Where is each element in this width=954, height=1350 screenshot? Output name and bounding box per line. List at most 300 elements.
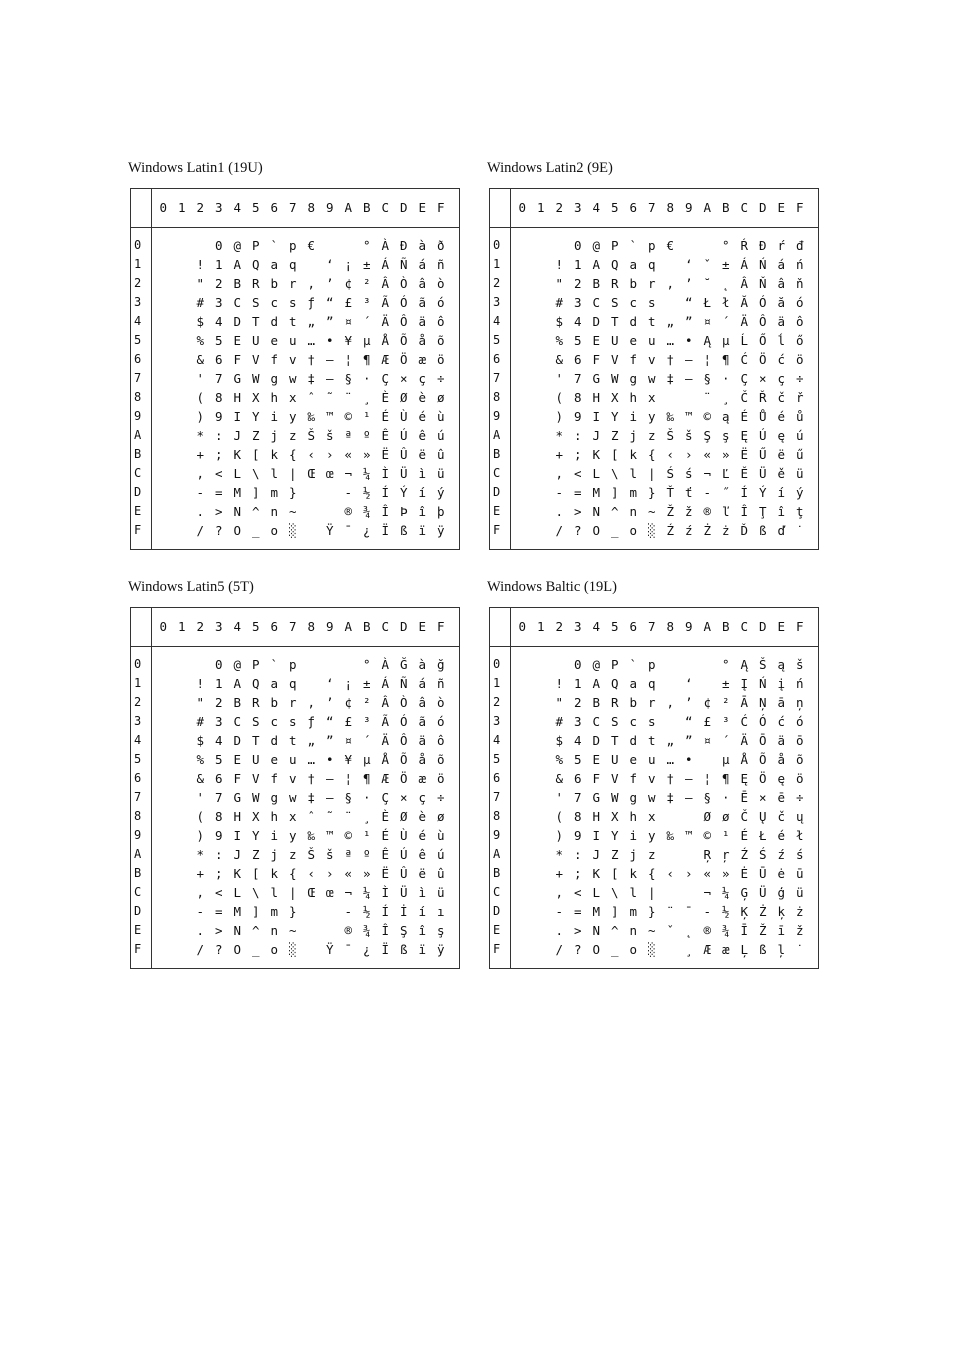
char-cell: Ë <box>381 865 390 881</box>
char-cell: 1 <box>214 675 223 691</box>
row-label: 0 <box>493 656 501 671</box>
char-cell: ï <box>418 941 427 957</box>
char-cell: @ <box>592 237 601 253</box>
char-cell: Ą <box>703 332 712 348</box>
char-cell: O <box>592 941 601 957</box>
char-cell: Ô <box>399 732 408 748</box>
char-cell: V <box>610 770 619 786</box>
char-cell: Ó <box>399 294 408 310</box>
char-cell: * <box>555 427 564 443</box>
char-cell: 9 <box>214 408 223 424</box>
char-cell: , <box>555 465 564 481</box>
char-cell: Ü <box>399 884 408 900</box>
char-cell: ‰ <box>307 827 316 843</box>
char-cell: n <box>629 922 638 938</box>
char-cell: “ <box>684 713 693 729</box>
char-cell: e <box>629 751 638 767</box>
char-cell: 0 <box>573 237 582 253</box>
char-cell: ß <box>399 522 408 538</box>
char-cell: g <box>629 370 638 386</box>
char-cell: D <box>592 732 601 748</box>
char-cell: å <box>777 751 786 767</box>
char-cell: ó <box>436 713 445 729</box>
char-cell: » <box>362 865 371 881</box>
row-label: 3 <box>134 294 142 309</box>
char-cell: í <box>418 484 427 500</box>
char-cell: ì <box>418 884 427 900</box>
char-cell: • <box>684 332 693 348</box>
char-cell: W <box>251 370 260 386</box>
char-cell: h <box>270 389 279 405</box>
char-cell: ü <box>436 465 445 481</box>
char-cell: # <box>196 713 205 729</box>
char-cell: “ <box>325 713 334 729</box>
char-cell: ü <box>436 884 445 900</box>
char-cell: M <box>233 903 242 919</box>
row-label: 0 <box>134 656 142 671</box>
char-cell: 6 <box>573 770 582 786</box>
column-header: 4 <box>233 619 242 634</box>
char-cell: , <box>196 465 205 481</box>
char-cell: w <box>647 789 656 805</box>
char-cell: † <box>307 770 316 786</box>
char-cell: [ <box>251 865 260 881</box>
char-cell: Í <box>381 903 390 919</box>
char-cell: ` <box>629 237 638 253</box>
char-cell: É <box>381 408 390 424</box>
char-cell: £ <box>703 713 712 729</box>
char-cell: < <box>573 884 582 900</box>
char-cell: ŕ <box>777 237 786 253</box>
char-cell: ü <box>795 884 804 900</box>
char-cell: | <box>647 884 656 900</box>
char-cell: ½ <box>721 903 730 919</box>
char-cell: Œ <box>307 884 316 900</box>
char-cell: É <box>740 408 749 424</box>
char-cell: J <box>592 846 601 862</box>
char-cell: ß <box>758 522 767 538</box>
row-label: 0 <box>134 237 142 252</box>
char-cell: ù <box>436 827 445 843</box>
char-cell: ļ <box>777 941 786 957</box>
char-cell: » <box>362 446 371 462</box>
char-cell: * <box>555 846 564 862</box>
column-header: 1 <box>536 200 545 215</box>
char-cell: Î <box>740 503 749 519</box>
char-cell: v <box>288 770 297 786</box>
char-cell: ‚ <box>307 275 316 291</box>
char-cell: h <box>629 808 638 824</box>
char-cell: ; <box>214 446 223 462</box>
char-cell: - <box>344 484 353 500</box>
char-cell: Ö <box>758 770 767 786</box>
char-cell: ż <box>721 522 730 538</box>
char-cell: µ <box>362 751 371 767</box>
char-cell: ¹ <box>362 408 371 424</box>
char-cell: † <box>666 351 675 367</box>
char-cell: d <box>270 313 279 329</box>
char-cell: X <box>610 389 619 405</box>
char-cell: 4 <box>214 732 223 748</box>
char-cell: ¯ <box>344 522 353 538</box>
row-label: 4 <box>493 313 501 328</box>
char-cell: 3 <box>573 713 582 729</box>
char-cell: ž <box>795 922 804 938</box>
row-label: F <box>493 941 501 956</box>
char-cell: ô <box>795 313 804 329</box>
char-cell: ; <box>214 865 223 881</box>
column-header: 9 <box>325 200 334 215</box>
char-cell: à <box>418 656 427 672</box>
char-cell: & <box>555 770 564 786</box>
char-cell: j <box>270 846 279 862</box>
char-cell: Ś <box>758 846 767 862</box>
char-cell: ï <box>418 522 427 538</box>
char-cell: £ <box>344 294 353 310</box>
char-cell: Ê <box>381 846 390 862</box>
char-cell: ^ <box>251 922 260 938</box>
char-cell: Ô <box>399 313 408 329</box>
char-cell: b <box>629 694 638 710</box>
char-cell: ň <box>795 275 804 291</box>
char-cell: Ē <box>740 789 749 805</box>
char-cell: î <box>418 503 427 519</box>
char-cell: Ç <box>381 789 390 805</box>
char-cell: ņ <box>795 694 804 710</box>
row-label: D <box>134 484 142 499</box>
char-cell: Ā <box>740 694 749 710</box>
char-cell: â <box>777 275 786 291</box>
char-cell: k <box>270 865 279 881</box>
char-cell: ¤ <box>344 313 353 329</box>
char-cell: ‚ <box>666 694 675 710</box>
char-cell: B <box>233 694 242 710</box>
char-cell: ‹ <box>666 865 675 881</box>
char-cell: ß <box>399 941 408 957</box>
column-header: 0 <box>518 619 527 634</box>
char-cell: ¦ <box>703 770 712 786</box>
char-cell: 5 <box>214 751 223 767</box>
char-cell: é <box>418 408 427 424</box>
char-cell: U <box>251 751 260 767</box>
char-cell: j <box>629 846 638 862</box>
char-cell: J <box>233 427 242 443</box>
char-cell: c <box>270 713 279 729</box>
char-cell: ī <box>777 922 786 938</box>
char-cell: ~ <box>647 503 656 519</box>
char-cell: \ <box>251 465 260 481</box>
column-header: 8 <box>307 619 316 634</box>
char-cell: § <box>344 370 353 386</box>
char-cell: ö <box>795 351 804 367</box>
char-cell: • <box>325 751 334 767</box>
char-cell: u <box>288 332 297 348</box>
char-cell: ™ <box>684 408 693 424</box>
char-cell: " <box>196 694 205 710</box>
char-cell: í <box>418 903 427 919</box>
char-cell: V <box>610 351 619 367</box>
char-cell: P <box>610 656 619 672</box>
char-cell: ” <box>325 732 334 748</box>
char-cell: ' <box>196 370 205 386</box>
char-cell: U <box>251 332 260 348</box>
char-cell: d <box>629 313 638 329</box>
char-cell: i <box>270 408 279 424</box>
char-cell: Å <box>381 751 390 767</box>
char-cell: ' <box>555 789 564 805</box>
row-label: F <box>134 941 142 956</box>
char-cell: E <box>233 332 242 348</box>
char-cell: ¾ <box>362 503 371 519</box>
char-cell: t <box>288 732 297 748</box>
char-cell: ń <box>795 256 804 272</box>
char-cell: Ý <box>399 484 408 500</box>
row-label: 7 <box>493 370 501 385</box>
char-cell: ă <box>777 294 786 310</box>
char-cell: { <box>647 865 656 881</box>
char-cell: ą <box>777 656 786 672</box>
char-cell: v <box>647 770 656 786</box>
char-cell: ¥ <box>344 332 353 348</box>
char-cell: ) <box>555 827 564 843</box>
char-cell: Ć <box>740 713 749 729</box>
char-cell: ~ <box>288 503 297 519</box>
char-cell: ^ <box>610 922 619 938</box>
char-cell: ª <box>344 846 353 862</box>
char-cell: \ <box>610 465 619 481</box>
char-cell: " <box>555 275 564 291</box>
char-cell: Ó <box>399 713 408 729</box>
row-label: F <box>134 522 142 537</box>
char-cell: ® <box>703 922 712 938</box>
char-cell: " <box>555 694 564 710</box>
char-cell: Ę <box>740 427 749 443</box>
char-cell: ½ <box>362 484 371 500</box>
char-cell: ¨ <box>666 903 675 919</box>
char-cell: L <box>233 884 242 900</box>
char-cell: ‘ <box>325 675 334 691</box>
char-cell: û <box>436 865 445 881</box>
char-cell: j <box>270 427 279 443</box>
char-cell: ć <box>777 713 786 729</box>
char-cell: 2 <box>214 275 223 291</box>
char-cell: ± <box>362 675 371 691</box>
char-cell: Á <box>740 256 749 272</box>
char-cell: č <box>777 389 786 405</box>
char-cell: ? <box>573 522 582 538</box>
char-cell: . <box>196 503 205 519</box>
char-cell: è <box>418 389 427 405</box>
char-cell: Š <box>666 427 675 443</box>
char-cell: ÿ <box>436 522 445 538</box>
char-cell: = <box>573 484 582 500</box>
row-label: 7 <box>134 370 142 385</box>
table-divider-vertical <box>151 189 152 549</box>
table-divider-horizontal <box>131 227 459 228</box>
char-cell: ± <box>362 256 371 272</box>
char-cell: Ň <box>758 275 767 291</box>
char-cell: Z <box>251 846 260 862</box>
char-cell: Û <box>399 446 408 462</box>
char-cell: t <box>647 732 656 748</box>
char-cell: ˛ <box>684 922 693 938</box>
char-cell: Ð <box>399 237 408 253</box>
char-cell: V <box>251 351 260 367</box>
char-cell: ░ <box>647 522 656 538</box>
char-cell: a <box>629 256 638 272</box>
char-cell: m <box>629 903 638 919</box>
char-cell: Ê <box>381 427 390 443</box>
column-header: 7 <box>288 619 297 634</box>
char-cell: [ <box>251 446 260 462</box>
char-cell: ( <box>555 389 564 405</box>
char-cell: 7 <box>573 789 582 805</box>
char-cell: N <box>233 922 242 938</box>
char-cell: G <box>233 789 242 805</box>
char-cell: Ç <box>381 370 390 386</box>
char-cell: Ő <box>758 332 767 348</box>
char-cell: ä <box>418 732 427 748</box>
char-cell: 6 <box>573 351 582 367</box>
char-cell: † <box>307 351 316 367</box>
char-cell: o <box>270 522 279 538</box>
char-cell: Ç <box>740 370 749 386</box>
column-header: 8 <box>666 200 675 215</box>
char-cell: ř <box>795 389 804 405</box>
row-label: B <box>493 446 501 461</box>
char-cell: % <box>196 332 205 348</box>
column-header: 1 <box>177 619 186 634</box>
char-cell: ľ <box>721 503 730 519</box>
char-cell: Õ <box>399 751 408 767</box>
char-cell: ã <box>418 294 427 310</box>
char-cell: 2 <box>573 694 582 710</box>
char-cell: ĺ <box>777 332 786 348</box>
char-cell: G <box>233 370 242 386</box>
char-cell: ÷ <box>795 370 804 386</box>
char-cell: ¼ <box>362 465 371 481</box>
char-cell: Á <box>381 256 390 272</box>
row-label: 6 <box>493 770 501 785</box>
column-header: 5 <box>610 619 619 634</box>
char-cell: ‡ <box>666 789 675 805</box>
char-cell: „ <box>307 732 316 748</box>
char-cell: + <box>555 446 564 462</box>
row-label: 3 <box>493 713 501 728</box>
char-cell: Ł <box>703 294 712 310</box>
row-label: 8 <box>134 808 142 823</box>
char-cell: 6 <box>214 351 223 367</box>
column-header: 5 <box>251 200 260 215</box>
char-cell: I <box>233 408 242 424</box>
char-cell: : <box>573 427 582 443</box>
char-cell: 1 <box>214 256 223 272</box>
column-header: C <box>381 619 390 634</box>
row-label: C <box>493 884 501 899</box>
column-header: 2 <box>555 200 564 215</box>
char-cell: ' <box>555 370 564 386</box>
char-cell: - <box>196 484 205 500</box>
char-cell: ¤ <box>344 732 353 748</box>
char-cell: Š <box>307 427 316 443</box>
char-cell: ō <box>795 732 804 748</box>
row-label: 9 <box>134 827 142 842</box>
char-cell: C <box>592 294 601 310</box>
char-cell: ū <box>795 865 804 881</box>
char-cell: ░ <box>288 941 297 957</box>
char-cell: q <box>288 256 297 272</box>
char-cell: † <box>666 770 675 786</box>
char-cell: ¿ <box>362 941 371 957</box>
char-cell: £ <box>344 713 353 729</box>
column-header: D <box>399 619 408 634</box>
char-cell: ‡ <box>307 789 316 805</box>
char-cell: K <box>233 865 242 881</box>
char-cell: Æ <box>381 770 390 786</box>
char-cell: š <box>325 846 334 862</box>
char-cell: J <box>592 427 601 443</box>
char-cell: i <box>270 827 279 843</box>
char-cell: Ģ <box>740 884 749 900</box>
char-cell: ő <box>795 332 804 348</box>
char-cell: Ø <box>703 808 712 824</box>
char-cell: × <box>758 789 767 805</box>
char-cell: ^ <box>610 503 619 519</box>
char-cell: à <box>418 237 427 253</box>
char-cell: I <box>233 827 242 843</box>
column-header: 8 <box>307 200 316 215</box>
char-cell: Ł <box>758 827 767 843</box>
char-cell: 4 <box>214 313 223 329</box>
char-cell: Ż <box>703 522 712 538</box>
char-cell: b <box>270 275 279 291</box>
char-cell: c <box>629 713 638 729</box>
char-cell: Ť <box>666 484 675 500</box>
column-header: 2 <box>196 200 205 215</box>
char-cell: ö <box>795 770 804 786</box>
char-cell: 8 <box>214 389 223 405</box>
char-cell: Ŗ <box>703 846 712 862</box>
char-cell: • <box>684 751 693 767</box>
row-label: C <box>134 884 142 899</box>
char-cell: ³ <box>362 294 371 310</box>
column-header: D <box>758 619 767 634</box>
char-cell: Q <box>251 675 260 691</box>
char-cell: # <box>196 294 205 310</box>
row-label: D <box>493 484 501 499</box>
char-cell: Ö <box>399 351 408 367</box>
char-cell: 6 <box>214 770 223 786</box>
char-cell: D <box>592 313 601 329</box>
char-cell: ø <box>436 389 445 405</box>
char-cell: - <box>555 484 564 500</box>
char-cell: ‹ <box>307 865 316 881</box>
char-cell: ¯ <box>344 941 353 957</box>
char-cell: ² <box>721 694 730 710</box>
char-cell: q <box>647 675 656 691</box>
char-cell: â <box>418 275 427 291</box>
char-cell: + <box>196 865 205 881</box>
char-cell: Â <box>381 694 390 710</box>
char-cell: r <box>288 275 297 291</box>
char-cell: ķ <box>777 903 786 919</box>
char-cell: ² <box>362 694 371 710</box>
char-cell: î <box>418 922 427 938</box>
char-cell: | <box>288 465 297 481</box>
char-cell: o <box>629 941 638 957</box>
char-cell: 9 <box>573 827 582 843</box>
char-cell: < <box>573 465 582 481</box>
